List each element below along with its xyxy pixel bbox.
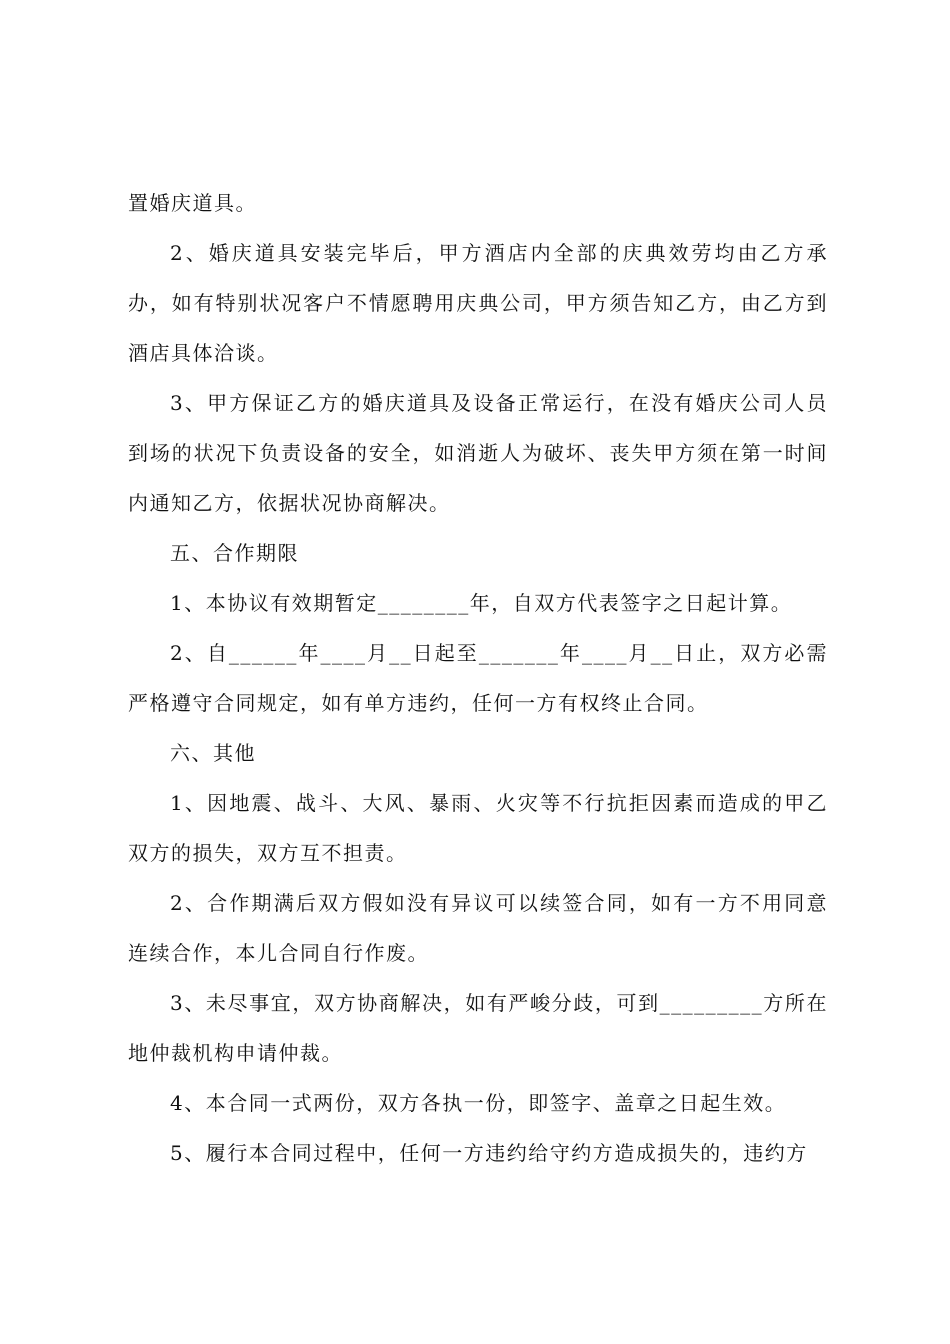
paragraph-continuation: 置婚庆道具。 (128, 191, 257, 215)
clause-6-4: 4、本合同一式两份，双方各执一份，即签字、盖章之日起生效。 (170, 1091, 787, 1115)
clause-6-5: 5、履行本合同过程中，任何一方违约给守约方造成损失的，违约方 (170, 1141, 808, 1165)
clause-6-1: 1、因地震、战斗、大风、暴雨、火灾等不行抗拒因素而造成的甲乙双方的损失，双方互不担责。 (128, 791, 828, 865)
clause-6-3: 3、未尽事宜，双方协商解决，如有严峻分歧，可到_________方所在地仲裁机构申请仲裁。 (128, 991, 828, 1065)
clause-5-2: 2、自______年____月__日起至_______年____月__日止，双方必需严格遵守合同规定，如有单方违约，任何一方有权终止合同。 (128, 641, 828, 715)
document-page (128, 178, 828, 1178)
clause-6-2: 2、合作期满后双方假如没有异议可以续签合同，如有一方不用同意连续合作，本儿合同自行作废。 (128, 891, 828, 965)
section-heading-5: 五、合作期限 (170, 541, 299, 565)
section-heading-6: 六、其他 (170, 741, 256, 765)
clause-4-3: 3、甲方保证乙方的婚庆道具及设备正常运行，在没有婚庆公司人员到场的状况下负责设备的安全，如消逝人为破坏、丧失甲方须在第一时间内通知乙方，依据状况协商解决。 (128, 391, 828, 515)
clause-4-2: 2、婚庆道具安装完毕后，甲方酒店内全部的庆典效劳均由乙方承办，如有特别状况客户不情愿聘用庆典公司，甲方须告知乙方，由乙方到酒店具体洽谈。 (128, 241, 828, 365)
clause-5-1: 1、本协议有效期暂定________年，自双方代表签字之日起计算。 (170, 591, 793, 615)
